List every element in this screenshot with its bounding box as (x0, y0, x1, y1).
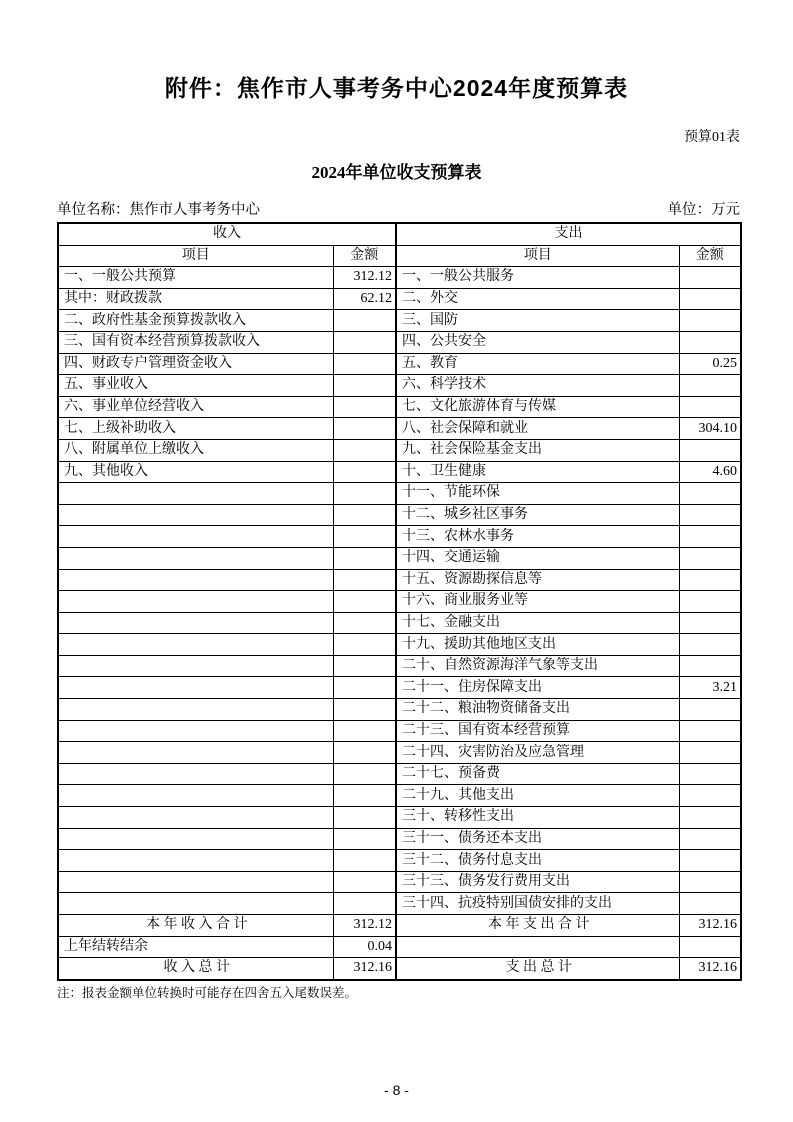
table-row (58, 310, 741, 332)
income-item-cell (58, 591, 333, 613)
income-amount-cell (333, 850, 396, 872)
table-title: 2024年单位收支预算表 (311, 163, 482, 182)
income-item-cell (58, 785, 333, 807)
income-amount-cell (333, 893, 396, 915)
expense-amount-cell (679, 612, 741, 634)
expense-item-cell: 三十三、债务发行费用支出 (396, 871, 679, 893)
expense-item-cell: 六、科学技术 (396, 375, 679, 397)
income-item-cell: 一、一般公共预算 (58, 267, 333, 289)
expense-amount-cell (679, 591, 741, 613)
table-row (58, 547, 741, 569)
expense-item-cell: 三、国防 (396, 310, 679, 332)
expense-item-cell: 十五、资源勘探信息等 (396, 569, 679, 591)
expense-item-cell: 二十七、预备费 (396, 763, 679, 785)
income-amount-cell (333, 763, 396, 785)
income-item-cell: 二、政府性基金预算拨款收入 (58, 310, 333, 332)
expense-item-cell: 七、文化旅游体育与传媒 (396, 396, 679, 418)
income-amount-cell (333, 655, 396, 677)
expense-amount-column-header: 金额 (679, 245, 741, 267)
expense-amount-cell (679, 871, 741, 893)
expense-item-cell: 二十三、国有资本经营预算 (396, 720, 679, 742)
table-row (58, 742, 741, 764)
income-amount-cell (333, 699, 396, 721)
table-row (58, 763, 741, 785)
expense-item-cell: 支 出 总 计 (396, 958, 679, 980)
expense-amount-cell: 4.60 (679, 461, 741, 483)
income-amount-cell (333, 526, 396, 548)
income-amount-cell (333, 828, 396, 850)
expense-amount-cell (679, 785, 741, 807)
expense-amount-cell (679, 763, 741, 785)
expense-amount-cell (679, 569, 741, 591)
table-meta-row (57, 198, 740, 219)
expense-amount-cell: 3.21 (679, 677, 741, 699)
unit-name-label: 单位名称：焦作市人事考务中心 (57, 202, 260, 218)
expense-amount-cell (679, 699, 741, 721)
form-number-label: 预算01表 (684, 130, 740, 145)
income-amount-cell (333, 461, 396, 483)
expense-item-cell: 二十四、灾害防治及应急管理 (396, 742, 679, 764)
income-item-cell: 四、财政专户管理资金收入 (58, 353, 333, 375)
section-header-row (58, 223, 741, 245)
income-item-cell (58, 699, 333, 721)
income-item-cell (58, 569, 333, 591)
income-amount-cell (333, 439, 396, 461)
income-item-cell (58, 634, 333, 656)
expense-amount-cell (679, 742, 741, 764)
income-amount-cell (333, 310, 396, 332)
table-row (58, 461, 741, 483)
expense-item-cell: 十三、农林水事务 (396, 526, 679, 548)
income-amount-cell: 312.12 (333, 267, 396, 289)
table-row (58, 418, 741, 440)
table-row (58, 526, 741, 548)
expense-amount-cell (679, 396, 741, 418)
expense-item-cell: 五、教育 (396, 353, 679, 375)
table-row (58, 331, 741, 353)
income-amount-cell: 0.04 (333, 936, 396, 958)
budget-table-body (58, 267, 741, 980)
expense-amount-cell: 304.10 (679, 418, 741, 440)
income-amount-cell (333, 375, 396, 397)
expense-item-cell: 三十二、债务付息支出 (396, 850, 679, 872)
income-amount-cell: 62.12 (333, 288, 396, 310)
expense-item-cell: 十二、城乡社区事务 (396, 504, 679, 526)
income-amount-cell (333, 331, 396, 353)
expense-item-cell: 二十、自然资源海洋气象等支出 (396, 655, 679, 677)
expense-amount-cell (679, 547, 741, 569)
column-header-row (58, 245, 741, 267)
income-amount-cell (333, 396, 396, 418)
expense-amount-cell (679, 893, 741, 915)
table-row (58, 655, 741, 677)
expense-amount-cell (679, 850, 741, 872)
income-item-cell (58, 612, 333, 634)
income-item-cell (58, 720, 333, 742)
table-row (58, 267, 741, 289)
income-item-cell (58, 504, 333, 526)
table-row (58, 785, 741, 807)
table-row (58, 871, 741, 893)
income-item-cell: 本 年 收 入 合 计 (58, 915, 333, 937)
income-item-cell: 上年结转结余 (58, 936, 333, 958)
expense-item-cell: 二十九、其他支出 (396, 785, 679, 807)
income-item-cell (58, 655, 333, 677)
income-amount-cell (333, 785, 396, 807)
expense-item-cell: 三十四、抗疫特别国债安排的支出 (396, 893, 679, 915)
income-amount-cell: 312.12 (333, 915, 396, 937)
expense-item-cell: 一、一般公共服务 (396, 267, 679, 289)
table-row (58, 504, 741, 526)
expense-section-header: 支出 (396, 223, 741, 245)
expense-amount-cell (679, 483, 741, 505)
expense-item-cell: 八、社会保障和就业 (396, 418, 679, 440)
expense-amount-cell: 0.25 (679, 353, 741, 375)
expense-item-cell: 本 年 支 出 合 计 (396, 915, 679, 937)
income-amount-cell (333, 591, 396, 613)
table-row (58, 850, 741, 872)
table-row (58, 699, 741, 721)
footnote: 注：报表金额单位转换时可能存在四舍五入尾数误差。 (57, 986, 358, 1000)
table-row (58, 612, 741, 634)
table-row (58, 375, 741, 397)
income-amount-column-header: 金额 (333, 245, 396, 267)
expense-amount-cell (679, 439, 741, 461)
income-item-cell (58, 871, 333, 893)
income-item-cell (58, 742, 333, 764)
income-amount-cell (333, 807, 396, 829)
expense-amount-cell (679, 936, 741, 958)
income-item-cell: 收 入 总 计 (58, 958, 333, 980)
income-amount-cell (333, 418, 396, 440)
expense-item-cell: 三十、转移性支出 (396, 807, 679, 829)
income-item-cell (58, 807, 333, 829)
income-item-cell (58, 850, 333, 872)
expense-amount-cell (679, 331, 741, 353)
table-total-row (58, 915, 741, 937)
expense-item-cell: 三十一、债务还本支出 (396, 828, 679, 850)
income-amount-cell (333, 677, 396, 699)
expense-amount-cell (679, 504, 741, 526)
income-item-cell (58, 547, 333, 569)
budget-table (57, 222, 742, 981)
income-amount-cell: 312.16 (333, 958, 396, 980)
expense-item-cell: 十一、节能环保 (396, 483, 679, 505)
table-row (58, 288, 741, 310)
income-amount-cell (333, 569, 396, 591)
table-row (58, 807, 741, 829)
expense-amount-cell (679, 655, 741, 677)
income-section-header: 收入 (58, 223, 396, 245)
income-item-cell (58, 483, 333, 505)
income-item-cell: 八、附属单位上缴收入 (58, 439, 333, 461)
income-amount-cell (333, 504, 396, 526)
expense-item-cell: 十、卫生健康 (396, 461, 679, 483)
expense-item-cell: 二十一、住房保障支出 (396, 677, 679, 699)
expense-amount-cell (679, 267, 741, 289)
income-item-cell (58, 828, 333, 850)
income-item-cell (58, 677, 333, 699)
table-row (58, 483, 741, 505)
expense-item-cell: 十四、交通运输 (396, 547, 679, 569)
expense-item-cell (396, 936, 679, 958)
expense-amount-cell (679, 288, 741, 310)
income-amount-cell (333, 742, 396, 764)
table-row (58, 828, 741, 850)
table-row (58, 353, 741, 375)
unit-label: 单位：万元 (667, 202, 740, 218)
expense-amount-cell (679, 720, 741, 742)
table-row (58, 439, 741, 461)
page-number: - 8 - (384, 1082, 409, 1098)
income-amount-cell (333, 547, 396, 569)
table-row (58, 677, 741, 699)
expense-item-cell: 二十二、粮油物资储备支出 (396, 699, 679, 721)
income-amount-cell (333, 612, 396, 634)
income-item-column-header: 项目 (58, 245, 333, 267)
income-amount-cell (333, 483, 396, 505)
attachment-title: 附件：焦作市人事考务中心2024年度预算表 (164, 75, 629, 101)
expense-amount-cell (679, 310, 741, 332)
income-amount-cell (333, 634, 396, 656)
table-row (58, 569, 741, 591)
income-amount-cell (333, 871, 396, 893)
expense-amount-cell (679, 828, 741, 850)
income-amount-cell (333, 720, 396, 742)
table-row (58, 396, 741, 418)
table-row (58, 720, 741, 742)
expense-amount-cell (679, 375, 741, 397)
expense-amount-cell: 312.16 (679, 958, 741, 980)
table-total-row (58, 958, 741, 980)
expense-item-cell: 十九、援助其他地区支出 (396, 634, 679, 656)
income-item-cell (58, 893, 333, 915)
expense-item-cell: 十六、商业服务业等 (396, 591, 679, 613)
income-item-cell: 五、事业收入 (58, 375, 333, 397)
income-item-cell (58, 763, 333, 785)
income-item-cell (58, 526, 333, 548)
income-item-cell: 七、上级补助收入 (58, 418, 333, 440)
expense-amount-cell (679, 807, 741, 829)
table-row (58, 893, 741, 915)
expense-amount-cell: 312.16 (679, 915, 741, 937)
table-row (58, 591, 741, 613)
income-item-cell: 九、其他收入 (58, 461, 333, 483)
income-item-cell: 其中：财政拨款 (58, 288, 333, 310)
table-row (58, 634, 741, 656)
expense-amount-cell (679, 634, 741, 656)
income-amount-cell (333, 353, 396, 375)
income-item-cell: 六、事业单位经营收入 (58, 396, 333, 418)
expense-amount-cell (679, 526, 741, 548)
income-item-cell: 三、国有资本经营预算拨款收入 (58, 331, 333, 353)
expense-item-cell: 二、外交 (396, 288, 679, 310)
expense-item-cell: 十七、金融支出 (396, 612, 679, 634)
table-total-row (58, 936, 741, 958)
expense-item-column-header: 项目 (396, 245, 679, 267)
expense-item-cell: 九、社会保险基金支出 (396, 439, 679, 461)
expense-item-cell: 四、公共安全 (396, 331, 679, 353)
